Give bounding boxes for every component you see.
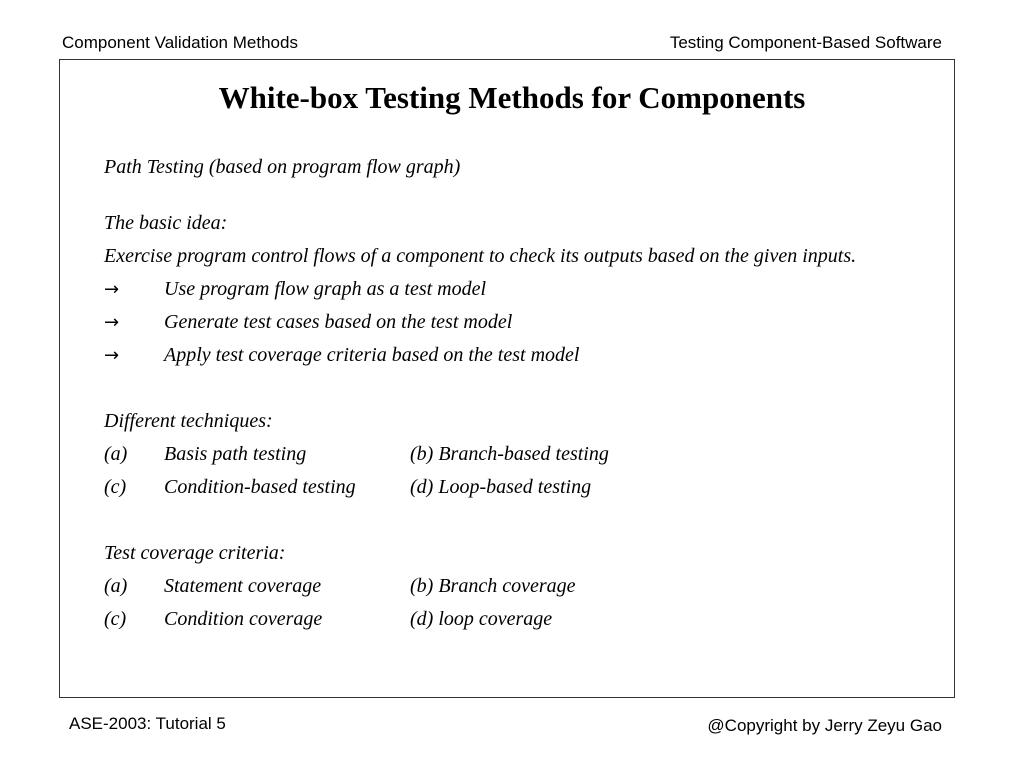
footer-copyright: @Copyright by Jerry Zeyu Gao <box>707 716 942 735</box>
basic-idea-heading: The basic idea: <box>104 212 228 234</box>
coverage-first: Condition coverage <box>164 608 323 630</box>
header-right-title: Testing Component-Based Software <box>669 33 942 52</box>
technique-first: Basis path testing <box>164 443 307 465</box>
coverage-row <box>104 573 894 600</box>
bullet-item <box>104 342 894 369</box>
bullet-item <box>104 309 894 336</box>
technique-first: Condition-based testing <box>164 476 356 498</box>
coverage-label: (c) <box>104 608 127 630</box>
arrow-icon: → <box>104 312 120 333</box>
slide-content <box>104 154 894 639</box>
coverage-second: (d) loop coverage <box>410 608 553 630</box>
coverage-heading: Test coverage criteria: <box>104 542 286 564</box>
arrow-icon: → <box>104 345 120 366</box>
coverage-row <box>104 606 894 633</box>
slide-title: White-box Testing Methods for Components <box>218 80 806 115</box>
arrow-icon: → <box>104 279 120 300</box>
header-left-title: Component Validation Methods <box>62 33 298 52</box>
bullet-text: Use program flow graph as a test model <box>164 278 487 300</box>
coverage-second: (b) Branch coverage <box>410 575 576 597</box>
technique-row <box>104 474 894 501</box>
coverage-label: (a) <box>104 575 128 597</box>
bullet-text: Generate test cases based on the test model <box>164 311 513 333</box>
coverage-first: Statement coverage <box>164 575 322 597</box>
technique-label: (a) <box>104 443 128 465</box>
footer-left-text: ASE-2003: Tutorial 5 <box>69 714 226 733</box>
technique-second: (b) Branch-based testing <box>410 443 609 465</box>
slide-subtitle: Path Testing (based on program flow graph) <box>104 156 461 178</box>
technique-label: (c) <box>104 476 127 498</box>
basic-idea-text: Exercise program control flows of a component to check its outputs based on the given inputs. <box>104 245 857 267</box>
technique-second: (d) Loop-based testing <box>410 476 592 498</box>
bullet-text: Apply test coverage criteria based on the test model <box>164 344 580 366</box>
techniques-heading: Different techniques: <box>104 410 273 432</box>
bullet-item <box>104 276 894 303</box>
technique-row <box>104 441 894 468</box>
